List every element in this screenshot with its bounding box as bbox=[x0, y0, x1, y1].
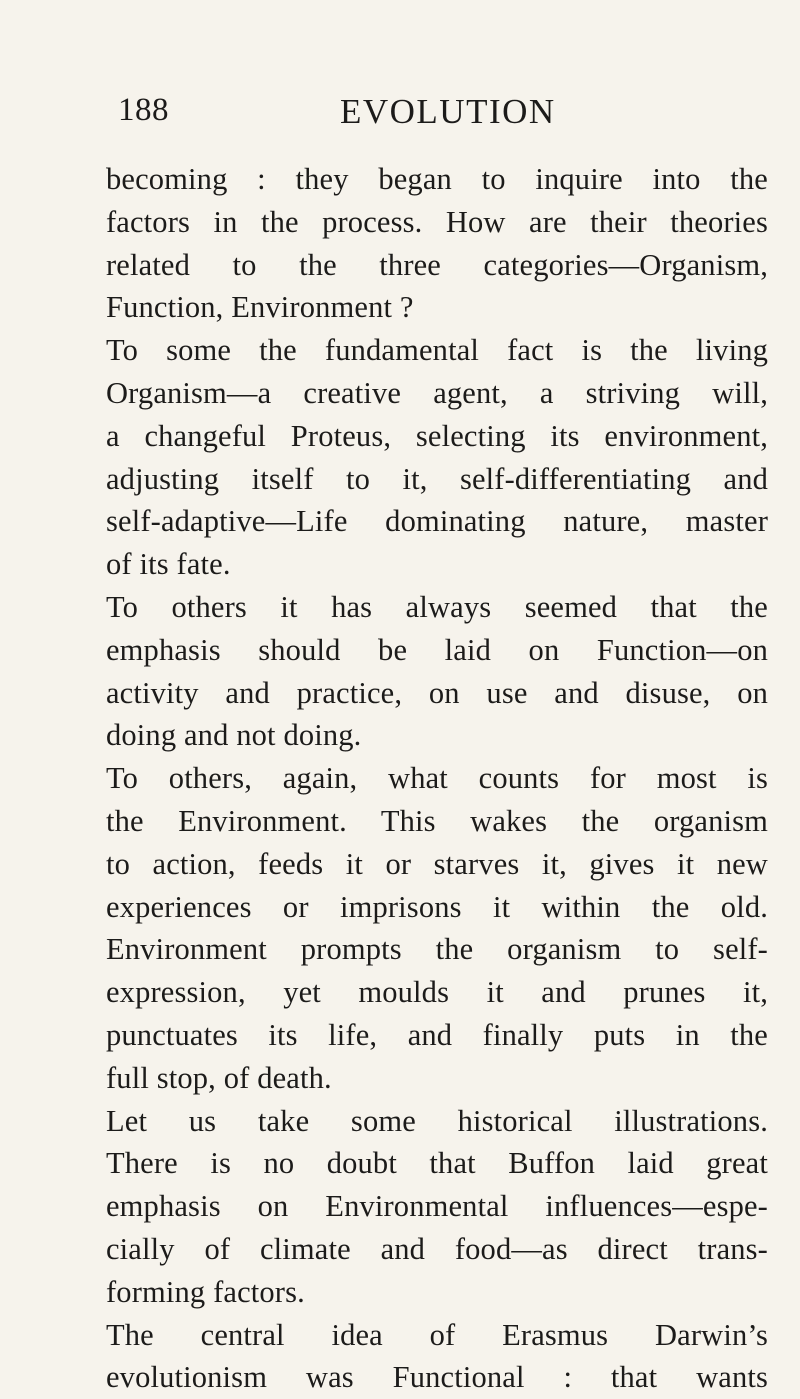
text-line: adjusting itself to it, self-differentiating and bbox=[106, 461, 768, 496]
text-line: experiences or imprisons it within the old. bbox=[106, 889, 768, 924]
text-line: Organism—a creative agent, a striving will, bbox=[106, 375, 768, 410]
text-line: To others, again, what counts for most is bbox=[106, 761, 768, 796]
text-line: evolutionism was Functional : that wants bbox=[106, 1360, 768, 1395]
text-line: factors in the process. How are their theories bbox=[106, 204, 768, 239]
text-line: emphasis should be laid on Function—on bbox=[106, 632, 768, 667]
text-line: becoming : they began to inquire into the bbox=[106, 162, 768, 196]
running-head: EVOLUTION bbox=[340, 92, 556, 131]
text-line: To some the fundamental fact is the living bbox=[106, 333, 768, 368]
text-line: The central idea of Erasmus Darwin’s bbox=[106, 1317, 768, 1352]
text-line: To others it has always seemed that the bbox=[106, 589, 768, 624]
text-line: Function, Environment ? bbox=[106, 290, 414, 325]
text-line: related to the three categories—Organism, bbox=[106, 247, 768, 282]
text-line: full stop, of death. bbox=[106, 1060, 332, 1095]
text-line: the Environment. This wakes the organism bbox=[106, 803, 768, 838]
text-line: of its fate. bbox=[106, 547, 231, 582]
body-text bbox=[106, 158, 768, 1399]
text-line: expression, yet moulds it and prunes it, bbox=[106, 975, 768, 1010]
page-header bbox=[108, 92, 748, 142]
text-line: cially of climate and food—as direct trans- bbox=[106, 1231, 768, 1266]
text-line: doing and not doing. bbox=[106, 718, 362, 753]
text-line: Let us take some historical illustrations. bbox=[106, 1103, 768, 1138]
text-line: punctuates its life, and finally puts in the bbox=[106, 1017, 768, 1052]
page-number: 188 bbox=[118, 92, 169, 128]
text-line: self-adaptive—Life dominating nature, master bbox=[106, 504, 768, 539]
text-line: forming factors. bbox=[106, 1274, 305, 1309]
text-line: emphasis on Environmental influences—espe- bbox=[106, 1189, 768, 1224]
text-line: to action, feeds it or starves it, gives it new bbox=[106, 846, 768, 881]
text-line: Environment prompts the organism to self- bbox=[106, 932, 768, 967]
text-line: a changeful Proteus, selecting its environment, bbox=[106, 418, 768, 453]
text-line: There is no doubt that Buffon laid great bbox=[106, 1146, 768, 1181]
text-line: activity and practice, on use and disuse, on bbox=[106, 675, 768, 710]
